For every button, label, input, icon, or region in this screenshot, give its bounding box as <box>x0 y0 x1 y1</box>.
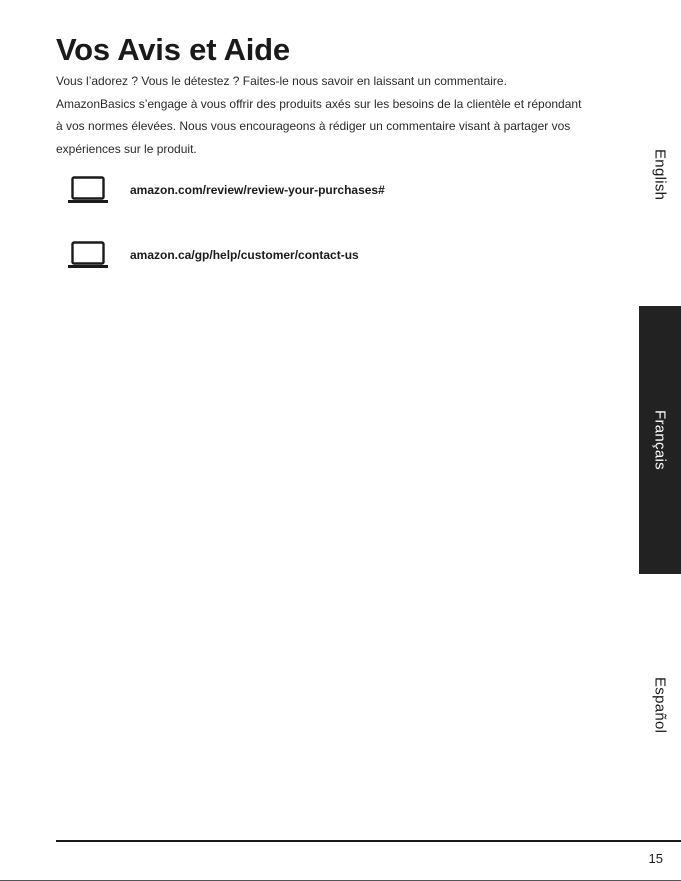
intro-paragraph <box>56 70 628 160</box>
language-tab-label: English <box>651 149 669 201</box>
language-tab-francais[interactable] <box>639 306 681 574</box>
laptop-icon <box>68 241 108 269</box>
contact-link[interactable]: amazon.ca/gp/help/customer/contact-us <box>130 248 359 262</box>
footer-divider <box>56 840 681 842</box>
intro-line: AmazonBasics s’engage à vous offrir des produits axés sur les besoins de la clientèle et répondant <box>56 96 582 111</box>
intro-line: expériences sur le produit. <box>56 141 197 156</box>
page-number: 15 <box>648 851 663 866</box>
laptop-icon <box>68 176 108 204</box>
intro-line: Vous l’adorez ? Vous le détestez ? Faites-le nous savoir en laissant un commentaire. <box>56 74 507 88</box>
page-title: Vos Avis et Aide <box>56 32 290 67</box>
language-tab-english[interactable] <box>639 120 681 230</box>
review-link-row[interactable] <box>68 176 385 204</box>
language-tab-label: Español <box>651 676 669 734</box>
intro-line: à vos normes élevées. Nous vous encourageons à rédiger un commentaire visant à partager vos <box>56 119 571 133</box>
language-tab-label: Français <box>651 410 669 470</box>
review-link[interactable]: amazon.com/review/review-your-purchases# <box>130 183 385 197</box>
contact-link-row[interactable] <box>68 241 359 269</box>
language-tab-espanol[interactable] <box>639 650 681 760</box>
